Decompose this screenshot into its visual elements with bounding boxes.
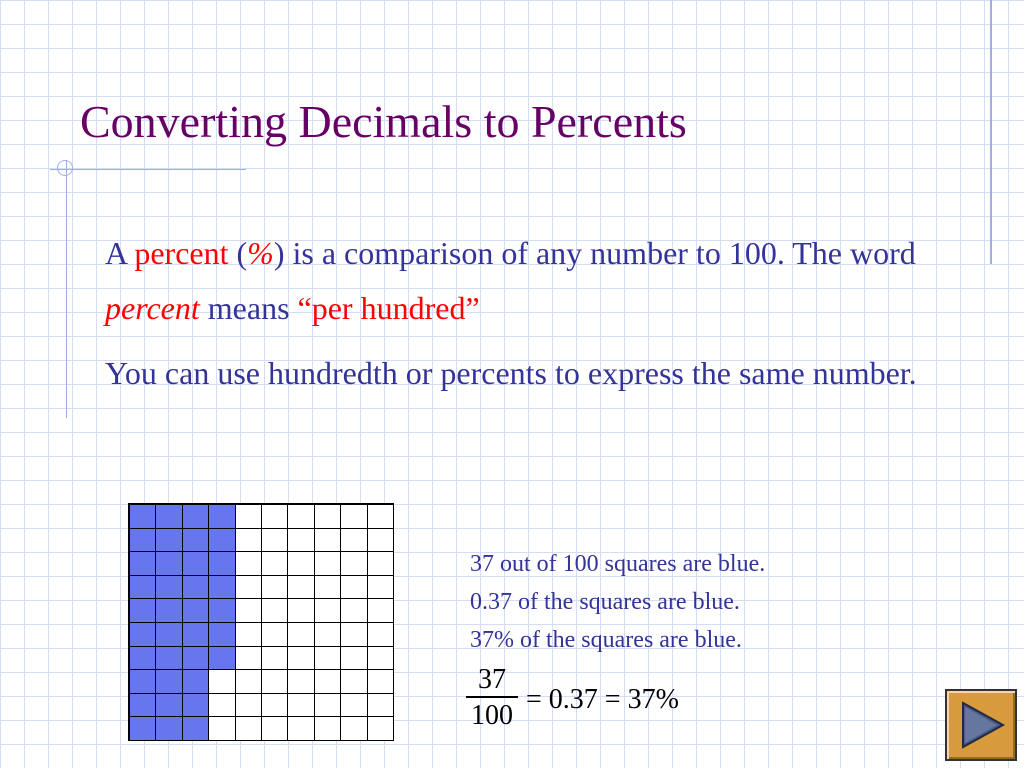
word-percent-italic: percent bbox=[105, 290, 200, 326]
decor-left-vertical-line bbox=[66, 160, 67, 418]
text-segment: means bbox=[199, 290, 298, 326]
paragraph-definition bbox=[105, 226, 965, 336]
grid-cell-empty bbox=[341, 505, 367, 529]
grid-cell-empty bbox=[236, 717, 262, 741]
grid-cell-filled bbox=[156, 694, 182, 718]
grid-cell-filled bbox=[209, 552, 235, 576]
grid-cell-filled bbox=[156, 599, 182, 623]
grid-cell-empty bbox=[368, 552, 394, 576]
fraction-equation bbox=[466, 664, 679, 734]
grid-cell-empty bbox=[236, 599, 262, 623]
grid-cell-filled bbox=[156, 670, 182, 694]
fraction bbox=[466, 664, 518, 734]
grid-cell-filled bbox=[156, 647, 182, 671]
percent-symbol: % bbox=[247, 235, 274, 271]
grid-cell-empty bbox=[368, 670, 394, 694]
grid-cell-empty bbox=[262, 552, 288, 576]
hundred-grid bbox=[128, 503, 394, 741]
grid-cell-filled bbox=[209, 505, 235, 529]
grid-cell-empty bbox=[315, 694, 341, 718]
grid-cell-empty bbox=[368, 647, 394, 671]
fact-line: 37 out of 100 squares are blue. bbox=[470, 551, 766, 577]
facts-list bbox=[470, 545, 765, 659]
grid-cell-empty bbox=[368, 694, 394, 718]
grid-cell-empty bbox=[262, 694, 288, 718]
grid-cell-empty bbox=[341, 694, 367, 718]
grid-cell-empty bbox=[236, 529, 262, 553]
grid-cell-filled bbox=[156, 717, 182, 741]
grid-cell-filled bbox=[130, 576, 156, 600]
grid-cell-empty bbox=[288, 717, 314, 741]
equation-rest: = 0.37 = 37% bbox=[526, 683, 679, 715]
fact-line: 0.37 of the squares are blue. bbox=[470, 589, 740, 615]
grid-cell-empty bbox=[236, 623, 262, 647]
grid-cell-empty bbox=[262, 623, 288, 647]
grid-cell-empty bbox=[341, 599, 367, 623]
term-percent: percent bbox=[134, 235, 229, 271]
grid-cell-empty bbox=[368, 529, 394, 553]
grid-cell-filled bbox=[130, 599, 156, 623]
grid-cell-empty bbox=[315, 717, 341, 741]
grid-cell-filled bbox=[156, 576, 182, 600]
fraction-numerator: 37 bbox=[478, 664, 506, 695]
grid-cell-filled bbox=[183, 717, 209, 741]
grid-cell-empty bbox=[368, 717, 394, 741]
grid-cell-filled bbox=[156, 529, 182, 553]
grid-cell-filled bbox=[156, 623, 182, 647]
grid-cell-filled bbox=[156, 552, 182, 576]
decor-circle bbox=[57, 160, 73, 176]
grid-cell-filled bbox=[183, 623, 209, 647]
text-segment: ) is a comparison of any number to 100. The word bbox=[273, 235, 916, 271]
grid-cell-filled bbox=[183, 694, 209, 718]
grid-cell-empty bbox=[288, 647, 314, 671]
grid-cell-filled bbox=[209, 599, 235, 623]
grid-cell-empty bbox=[236, 647, 262, 671]
grid-cell-filled bbox=[156, 505, 182, 529]
per-hundred-quote: “per hundred” bbox=[297, 290, 480, 326]
grid-cell-empty bbox=[209, 670, 235, 694]
grid-cell-empty bbox=[236, 670, 262, 694]
grid-cell-empty bbox=[341, 623, 367, 647]
grid-cell-filled bbox=[130, 670, 156, 694]
grid-cell-empty bbox=[262, 576, 288, 600]
grid-cell-empty bbox=[262, 505, 288, 529]
grid-cell-filled bbox=[130, 717, 156, 741]
grid-cell-empty bbox=[341, 647, 367, 671]
grid-cell-empty bbox=[315, 647, 341, 671]
grid-cell-empty bbox=[288, 505, 314, 529]
grid-cell-empty bbox=[315, 599, 341, 623]
text-segment: ( bbox=[228, 235, 248, 271]
grid-cell-empty bbox=[262, 529, 288, 553]
grid-cell-empty bbox=[288, 623, 314, 647]
grid-cell-empty bbox=[341, 670, 367, 694]
grid-cell-filled bbox=[209, 529, 235, 553]
grid-cell-empty bbox=[236, 694, 262, 718]
grid-cell-empty bbox=[368, 576, 394, 600]
grid-cell-empty bbox=[341, 717, 367, 741]
next-slide-button[interactable] bbox=[945, 689, 1017, 761]
grid-cell-filled bbox=[183, 670, 209, 694]
grid-cell-empty bbox=[288, 694, 314, 718]
fact-line: 37% of the squares are blue. bbox=[470, 627, 742, 653]
grid-cell-empty bbox=[209, 717, 235, 741]
grid-cell-empty bbox=[288, 529, 314, 553]
grid-cell-empty bbox=[368, 505, 394, 529]
grid-cell-empty bbox=[315, 505, 341, 529]
grid-cell-filled bbox=[130, 623, 156, 647]
grid-cell-filled bbox=[130, 647, 156, 671]
grid-cell-filled bbox=[130, 529, 156, 553]
grid-cell-empty bbox=[341, 529, 367, 553]
text-segment: A bbox=[105, 235, 135, 271]
grid-cell-empty bbox=[341, 576, 367, 600]
grid-cell-filled bbox=[183, 599, 209, 623]
grid-cell-empty bbox=[288, 670, 314, 694]
grid-cell-empty bbox=[262, 599, 288, 623]
grid-cell-empty bbox=[262, 647, 288, 671]
page-title: Converting Decimals to Percents bbox=[80, 96, 687, 147]
grid-cell-filled bbox=[130, 694, 156, 718]
grid-cell-filled bbox=[209, 623, 235, 647]
grid-cell-filled bbox=[183, 505, 209, 529]
grid-cell-empty bbox=[368, 623, 394, 647]
grid-cell-filled bbox=[183, 647, 209, 671]
grid-cell-filled bbox=[183, 529, 209, 553]
grid-cell-filled bbox=[209, 576, 235, 600]
grid-cell-filled bbox=[183, 552, 209, 576]
title-underline-rule bbox=[50, 169, 246, 170]
grid-cell-empty bbox=[288, 552, 314, 576]
grid-cell-empty bbox=[368, 599, 394, 623]
grid-cell-empty bbox=[315, 670, 341, 694]
grid-cell-empty bbox=[288, 576, 314, 600]
grid-cell-empty bbox=[315, 576, 341, 600]
grid-cell-empty bbox=[341, 552, 367, 576]
grid-cell-filled bbox=[130, 505, 156, 529]
grid-cell-empty bbox=[262, 717, 288, 741]
grid-cell-empty bbox=[288, 599, 314, 623]
play-triangle-icon bbox=[947, 691, 1015, 759]
grid-cell-empty bbox=[315, 623, 341, 647]
grid-cell-empty bbox=[236, 552, 262, 576]
grid-cell-filled bbox=[209, 647, 235, 671]
grid-cell-empty bbox=[209, 694, 235, 718]
grid-cell-empty bbox=[262, 670, 288, 694]
grid-cell-empty bbox=[236, 576, 262, 600]
fraction-denominator: 100 bbox=[471, 699, 513, 731]
slide-body bbox=[105, 226, 965, 401]
decor-vertical-line bbox=[990, 0, 992, 264]
grid-cell-empty bbox=[315, 552, 341, 576]
grid-cell-empty bbox=[315, 529, 341, 553]
grid-cell-filled bbox=[183, 576, 209, 600]
grid-cell-filled bbox=[130, 552, 156, 576]
paragraph-usage: You can use hundredth or percents to express the same number. bbox=[105, 355, 917, 391]
grid-cell-empty bbox=[236, 505, 262, 529]
